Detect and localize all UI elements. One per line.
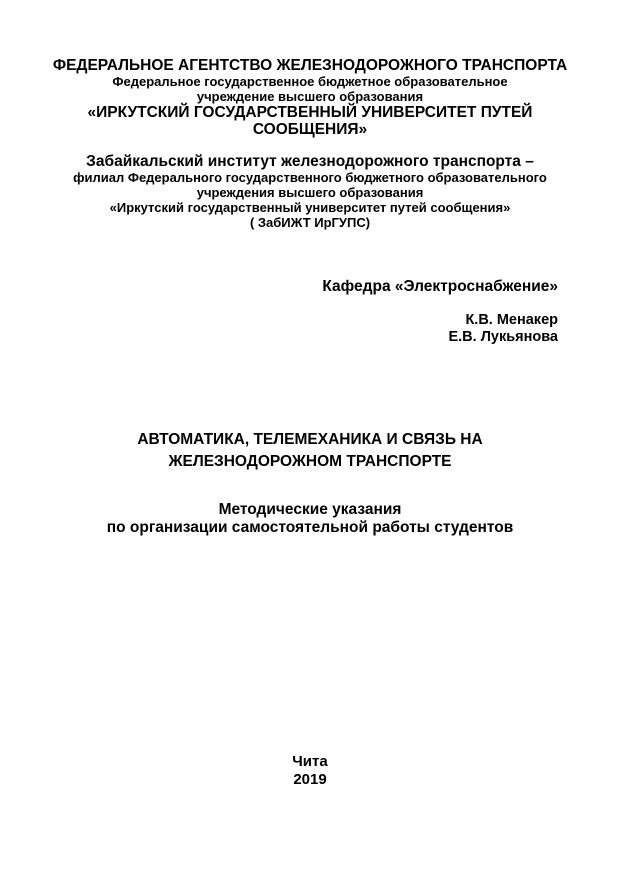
imprint-year: 2019	[293, 770, 327, 788]
authors-block	[0, 312, 620, 346]
institute-abbreviation: ( ЗабИЖТ ИрГУПС)	[249, 215, 371, 230]
document-subtitle-line-1: Методические указания	[218, 501, 402, 518]
document-subtitle-line-2: по организации самостоятельной работы студентов	[106, 518, 514, 536]
imprint-city: Чита	[292, 753, 328, 770]
university-name-line-2: СООБЩЕНИЯ»	[252, 121, 368, 138]
document-title-block	[0, 429, 620, 473]
document-subtitle-block	[0, 501, 620, 536]
institute-block	[0, 153, 620, 230]
document-title-line-2: ЖЕЛЕЗНОДОРОЖНОМ ТРАНСПОРТЕ	[168, 453, 452, 470]
institute-filial-line-2: учреждения высшего образования	[196, 185, 424, 200]
institute-name: Забайкальский институт железнодорожного транспорта –	[86, 153, 534, 170]
institute-filial-line-1: филиал Федерального государственного бюджетного образовательного	[73, 170, 547, 185]
imprint-block	[0, 753, 620, 788]
department-name: Кафедра «Электроснабжение»	[322, 278, 558, 295]
founder-line-1: Федеральное государственное бюджетное образовательное	[112, 74, 508, 89]
document-title-line-1: АВТОМАТИКА, ТЕЛЕМЕХАНИКА И СВЯЗЬ НА	[137, 431, 483, 448]
author-name: Е.В. Лукьянова	[448, 329, 558, 345]
founder-line-2: учреждение высшего образования	[196, 89, 424, 104]
author-name: К.В. Менакер	[465, 312, 558, 328]
department-block	[0, 278, 620, 295]
university-name-line-1: «ИРКУТСКИЙ ГОСУДАРСТВЕННЫЙ УНИВЕРСИТЕТ ПУТЕЙ	[87, 104, 533, 121]
header-block	[0, 57, 620, 138]
agency-name: ФЕДЕРАЛЬНОЕ АГЕНТСТВО ЖЕЛЕЗНОДОРОЖНОГО ТРАНСПОРТА	[52, 57, 568, 74]
institute-filial-line-3: «Иркутский государственный университет путей сообщения»	[109, 200, 511, 215]
